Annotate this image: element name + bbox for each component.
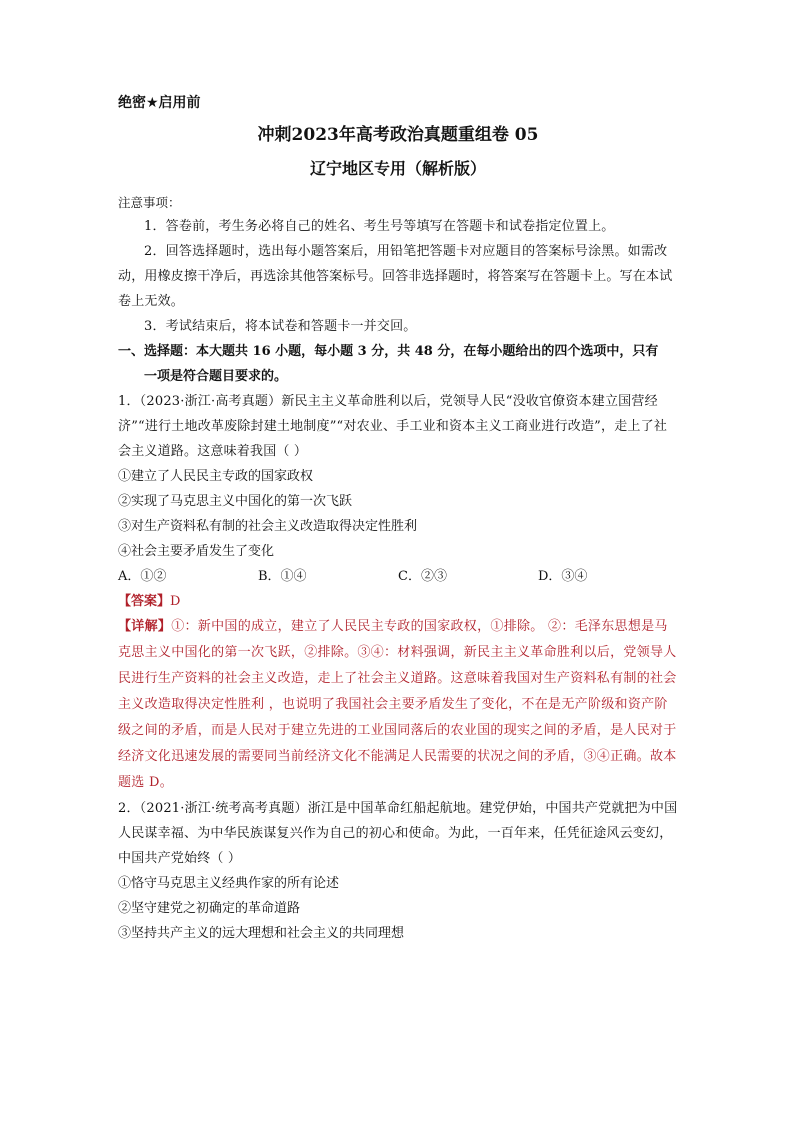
page-title: 冲刺2023年高考政治真题重组卷 05 bbox=[257, 125, 539, 145]
notice-heading: 注意事项： bbox=[118, 195, 181, 210]
explain-text: ①：新中国的成立，建立了人民民主专政的国家政权，①排除。 ②：毛泽东思想是马克思主义中国化的第一次飞跃，②排除。③④：材料强调，新民主主义革命胜利以后，党领导人民进行生产资料的社会主义改造，走上了社会主义道路。这意味着我国对生产资料私有制的社会主义改造取得决定性胜利 ，也说明了我国社会主要矛盾发生了变化，不在是无产阶级和资产阶级之间的矛盾，而是人民对于建立先进的工业国同落后的农业国的现实之间的矛盾，是人民对于经济文化迅速发展的需要同当前经济文化不能满足人民需要的状况之间的矛盾，③④正确。故本题选 D。 bbox=[118, 619, 677, 790]
question-2-item-3: ③坚持共产主义的远大理想和社会主义的共同理想 bbox=[118, 926, 405, 941]
question-1-item-4: ④社会主要矛盾发生了变化 bbox=[118, 544, 275, 559]
notice-item-3: 3．考试结束后，将本试卷和答题卡一并交回。 bbox=[144, 319, 417, 334]
section-heading-cont: 一项是符合题目要求的。 bbox=[144, 369, 288, 384]
question-2-item-1: ①恪守马克思主义经典作家的所有论述 bbox=[118, 876, 340, 891]
question-1-item-2: ②实现了马克思主义中国化的第一次飞跃 bbox=[118, 494, 353, 509]
option-d: D．③④ bbox=[538, 569, 588, 584]
page-subtitle: 辽宁地区专用（解析版） bbox=[309, 159, 486, 178]
page-content bbox=[118, 92, 678, 946]
explain-tag: 【详解】 bbox=[118, 619, 172, 634]
notice-item-1: 1．答卷前，考生务必将自己的姓名、考生号等填写在答题卡和试卷指定位置上。 bbox=[144, 219, 615, 234]
question-2-item-2: ②坚守建党之初确定的革命道路 bbox=[118, 901, 301, 916]
notice-item-2: 2．回答选择题时，选出每小题答案后，用铅笔把答题卡对应题目的答案标号涂黑。如需改动，用橡皮擦干净后，再选涂其他答案标号。回答非选择题时，将答案写在答题卡上。写在本试卷上无效。 bbox=[118, 244, 673, 309]
section-heading: 一、选择题：本大题共 16 小题，每小题 3 分，共 48 分，在每小题给出的四个选项中，只有 bbox=[118, 344, 659, 359]
question-1-item-1: ①建立了人民民主专政的国家政权 bbox=[118, 469, 314, 484]
question-1-item-3: ③对生产资料私有制的社会主义改造取得决定性胜利 bbox=[118, 519, 418, 534]
question-1-stem: 1．（2023·浙江·高考真题）新民主主义革命胜利以后，党领导人民“没收官僚资本建立国营经济”“进行土地改革废除封建土地制度”“对农业、手工业和资本主义工商业进行改造”，走上了社会主义道路。这意味着我国（ ） bbox=[118, 394, 668, 459]
answer-value: D bbox=[170, 594, 181, 609]
option-a: A．①② bbox=[118, 569, 167, 584]
question-1-answer bbox=[118, 589, 678, 614]
question-1-options bbox=[118, 564, 678, 589]
question-1-explanation bbox=[118, 614, 678, 796]
question-2-stem: 2．（2021·浙江·统考高考真题）浙江是中国革命红船起航地。建党伊始，中国共产党就把为中国人民谋幸福、为中华民族谋复兴作为自己的初心和使命。为此，一百年来，任凭征途风云变幻，中国共产党始终（ ） bbox=[118, 801, 678, 866]
option-c: C．②③ bbox=[398, 569, 447, 584]
answer-tag: 【答案】 bbox=[118, 594, 171, 609]
option-b: B．①④ bbox=[258, 569, 307, 584]
secret-label: 绝密★启用前 bbox=[118, 95, 201, 111]
